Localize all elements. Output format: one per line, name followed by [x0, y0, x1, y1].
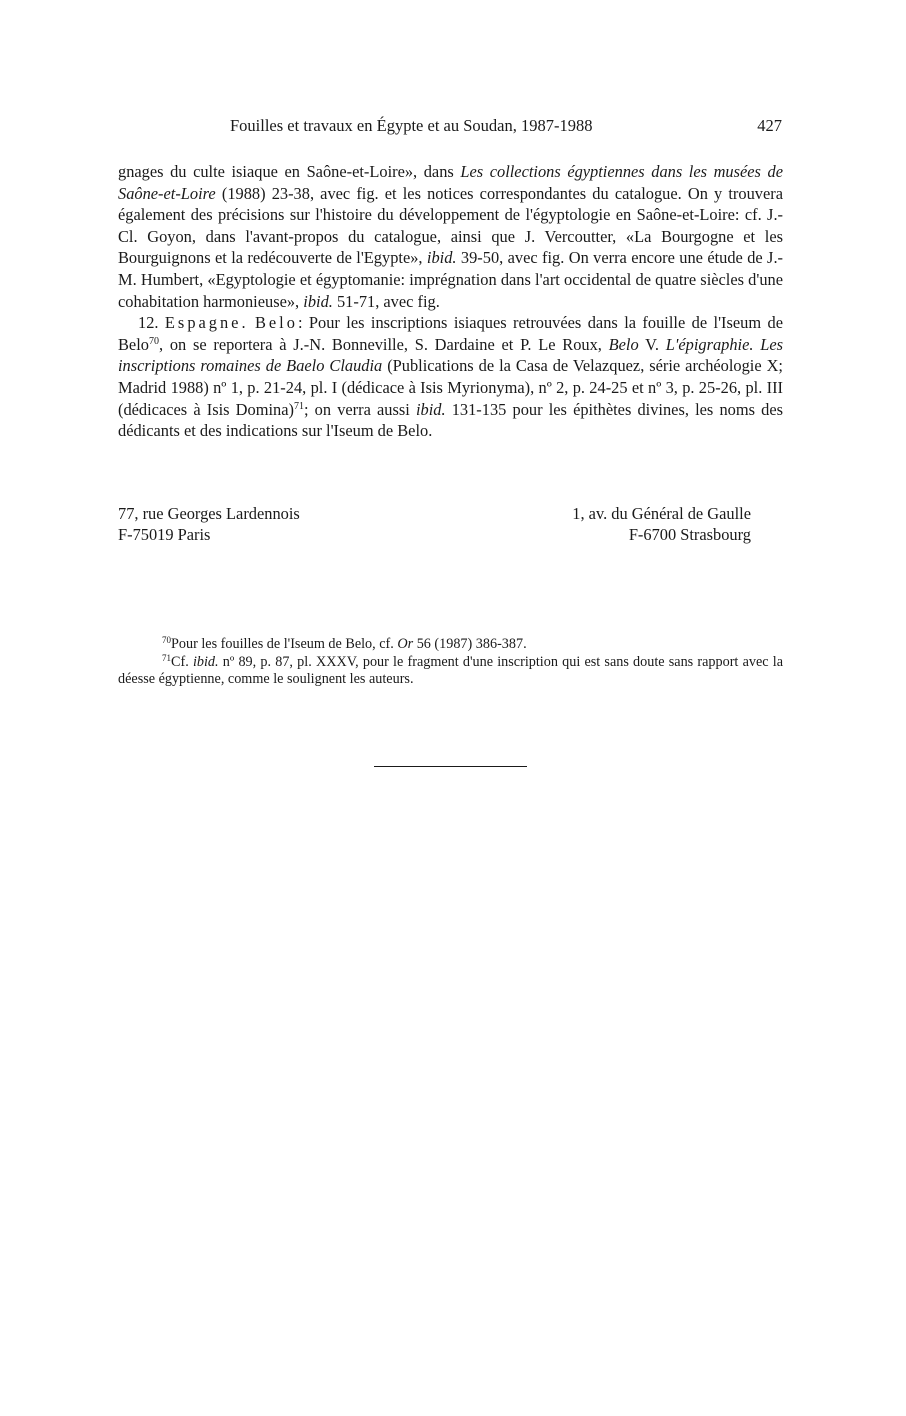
main-text [118, 161, 783, 442]
page-number: 427 [757, 116, 782, 135]
author-addresses [118, 503, 751, 547]
section-number: 12. [138, 313, 159, 333]
address-left: 77, rue Georges Lardennois F-75019 Paris [118, 504, 300, 544]
paragraph-11-continued: gnages du culte isiaque en Saône-et-Loire», dans Les collections égyptiennes dans les musées de Saône-et-Loire (1988) 23-38, avec fig. et les notices correspondantes du catalogue. On y trouvera également des précisions sur l'histoire du développement de l'égyptologie en Saône-et-Loire: cf. J.-Cl. Goyon, dans l'avant-propos du catalogue, ainsi que J. Vercoutter, «La Bourgogne et les Bourguignons et la redécouverte de l'Egypte», ibid. 39-50, avec fig. On verra encore une étude de J.-M. Humbert, «Egyptologie et égyptomanie: imprégnation dans l'art occidental de quatre siècles d'une cohabitation harmonieuse», ibid. 51-71, avec fig. [118, 162, 783, 311]
country-heading: Espagne. [164, 313, 249, 333]
footnote-ref-71[interactable]: 71 [293, 400, 304, 412]
page-header [118, 116, 782, 140]
footnote-mark-71: 71 [162, 652, 171, 663]
footnotes [118, 636, 783, 689]
address-right: 1, av. du Général de Gaulle F-6700 Strasbourg [572, 504, 751, 544]
footnote-70: $^{70}$Pour les fouilles de l'Iseum de Belo, cf. Or 56 (1987) 386-387. [162, 635, 527, 652]
footnote-71: $^{71}$Cf. ibid. nº 89, p. 87, pl. XXXV, pour le fragment d'une inscription qui est sans doute sans rapport avec la déesse égyptienne, comme le soulignent les auteurs. [118, 652, 784, 687]
footnote-ref-70[interactable]: 70 [148, 335, 159, 347]
running-title: Fouilles et travaux en Égypte et au Soudan, 1987-1988 [230, 116, 593, 135]
site-heading: Belo [254, 313, 298, 333]
paragraph-12: 12. Espagne. Belo: Pour les inscriptions isiaques retrouvées dans la fouille de l'Iseum de Belo$^{70}$, on se reportera à J.-N. Bonneville, S. Dardaine et P. Le Roux, Belo V. L'épigraphie. Les inscriptions romaines de Baelo Claudia (Publications de la Casa de Velazquez, série archéologie X; Madrid 1988) nº 1, p. 21-24, pl. I (dédicace à Isis Myrionyma), nº 2, p. 24-25 et nº 3, p. 25-26, pl. III (dédicaces à Isis Domina)$^{71}$; on verra aussi ibid. 131-135 pour les épithètes divines, les noms des dédicants et des indications sur l'Iseum de Belo. [118, 313, 783, 441]
end-rule [374, 766, 527, 767]
footnote-mark-70: 70 [162, 635, 171, 645]
